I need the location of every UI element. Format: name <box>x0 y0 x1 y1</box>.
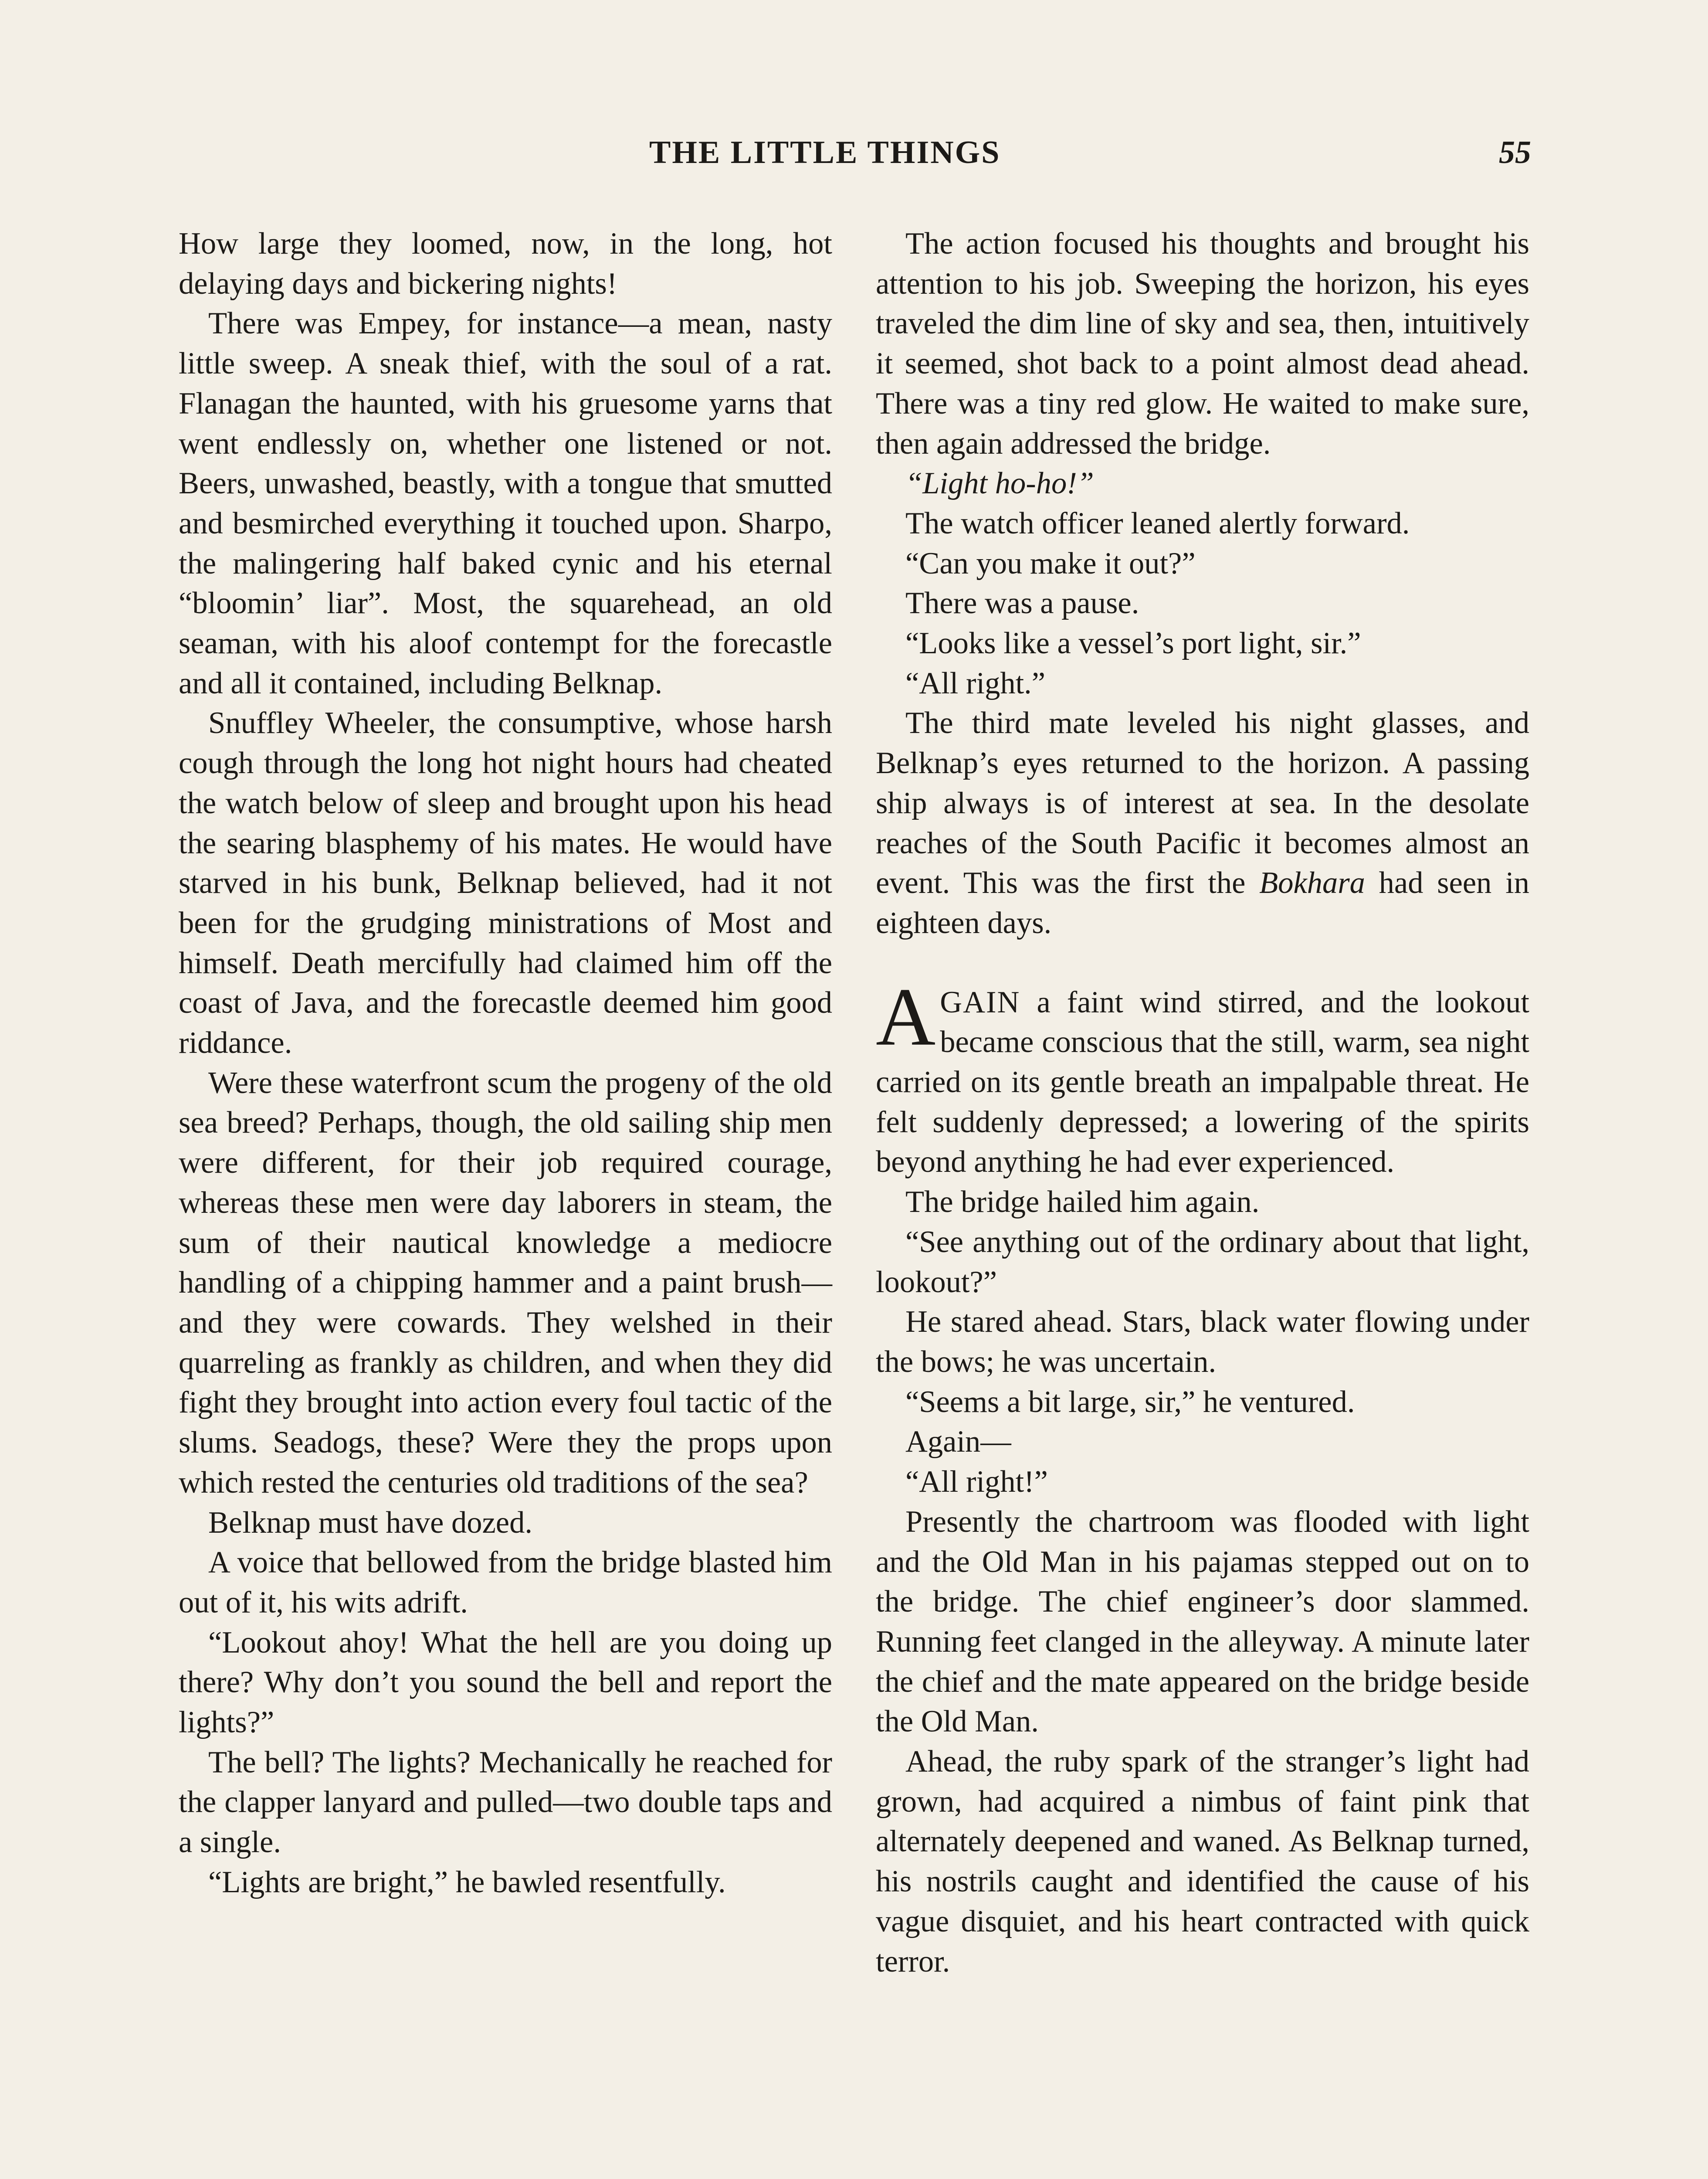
small-caps-lead: GAIN <box>940 985 1020 1019</box>
paragraph: The bridge hailed him again. <box>905 1185 1260 1219</box>
paragraph: Snuffley Wheeler, the consumptive, whose harsh cough through the long hot night hours had cheated the watch below of sleep and brought upon his head the searing blasphemy of his mates. He would have starved in his bunk, Belknap believed, had it not been for the grudging ministrations of Most and himself. Death mercifully had claimed him off the coast of Java, and the forecastle deemed him good riddance. <box>179 706 832 1060</box>
paragraph: The watch officer leaned alertly forward. <box>905 506 1410 540</box>
running-head <box>0 134 1708 182</box>
ship-name: Bokhara <box>1259 866 1365 900</box>
left-column <box>179 224 832 1903</box>
paragraph: “Lights are bright,” he bawled resentfully. <box>208 1865 726 1899</box>
italic-hail: “Light ho-ho!” <box>905 466 1094 501</box>
paragraph: Presently the chartroom was flooded with light and the Old Man in his pajamas stepped out on to the bridge. The chief engineer’s door slammed. Running feet clanged in the alleyway. A minute later the chief and the mate appeared on the bridge beside the Old Man. <box>876 1504 1529 1739</box>
paragraph: Belknap must have dozed. <box>208 1505 532 1540</box>
paragraph: The action focused his thoughts and brought his attention to his job. Sweeping the horizon, his eyes traveled the dim line of sky and sea, then, intuitively it seemed, shot back to a point almost dead ahead. There was a tiny red glow. He waited to make sure, then again addressed the bridge. <box>876 227 1529 461</box>
text-run: The third mate leveled his night glasses, and Belknap’s eyes returned to the horizon. A passing ship always is of interest at sea. In the desolate reaches of the South Pacific it becomes almost an event. This was the first the <box>876 706 1529 900</box>
paragraph: The bell? The lights? Mechanically he reached for the clapper lanyard and pulled—two double taps and a single. <box>179 1745 832 1860</box>
paragraph: There was a pause. <box>905 586 1139 621</box>
paragraph: “See anything out of the ordinary about that light, lookout?” <box>876 1225 1529 1299</box>
paragraph: “Can you make it out?” <box>905 546 1196 580</box>
paragraph: There was Empey, for instance—a mean, nasty little sweep. A sneak thief, with the soul of a rat. Flanagan the haunted, with his gruesome yarns that went endlessly on, whether one listened or not. Beers, unwashed, beastly, with a tongue that smutted and besmirched everything it touched upon. Sharpo, the malingering half baked cynic and his eternal “bloomin’ liar”. Most, the squarehead, an old seaman, with his aloof contempt for the forecastle and all it contained, including Belknap. <box>179 306 832 700</box>
running-title: THE LITTLE THINGS <box>649 135 1001 170</box>
paragraph <box>876 464 1529 504</box>
paragraph: A voice that bellowed from the bridge blasted him out of it, his wits adrift. <box>179 1545 832 1619</box>
paragraph: Were these waterfront scum the progeny of the old sea breed? Perhaps, though, the old sailing ship men were different, for their job required courage, whereas these men were day laborers in steam, the sum of their nautical knowledge a mediocre handling of a chipping hammer and a paint brush—and they were cowards. They welshed in their quarreling as frankly as children, and when they did fight they brought into action every foul tactic of the slums. Seadogs, these? Were they the props upon which rested the centuries old traditions of the sea? <box>179 1066 832 1500</box>
paragraph: “Looks like a vessel’s port light, sir.” <box>905 626 1361 661</box>
paragraph: “All right!” <box>905 1465 1048 1499</box>
paragraph: How large they loomed, now, in the long, hot delaying days and bickering nights! <box>179 227 832 301</box>
section-opening-paragraph <box>876 971 1529 1183</box>
paragraph: “Seems a bit large, sir,” he ventured. <box>905 1385 1355 1419</box>
paragraph: “Lookout ahoy! What the hell are you doing up there? Why don’t you sound the bell and report the lights?” <box>179 1625 832 1740</box>
paragraph-bokhara <box>876 703 1529 943</box>
paragraph: “All right.” <box>905 666 1046 700</box>
paragraph: Again— <box>905 1425 1011 1459</box>
text-run: a faint wind stirred, and the lookout became conscious that the still, warm, sea night carried on its gentle breath an impalpable threat. He felt suddenly depressed; a lowering of the spirits beyond anything he had ever experienced. <box>876 985 1529 1179</box>
paragraph: He stared ahead. Stars, black water flowing under the bows; he was uncertain. <box>876 1305 1529 1379</box>
right-column <box>876 224 1529 1982</box>
drop-cap: A <box>876 971 936 1063</box>
page-number: 55 <box>1499 135 1531 170</box>
paragraph: Ahead, the ruby spark of the stranger’s light had grown, had acquired a nimbus of faint pink that alternately deepened and waned. As Belknap turned, his nostrils caught and identified the cause of his vague disquiet, and his heart contracted with quick terror. <box>876 1745 1529 1979</box>
text-run: had seen in eighteen days. <box>876 866 1529 940</box>
